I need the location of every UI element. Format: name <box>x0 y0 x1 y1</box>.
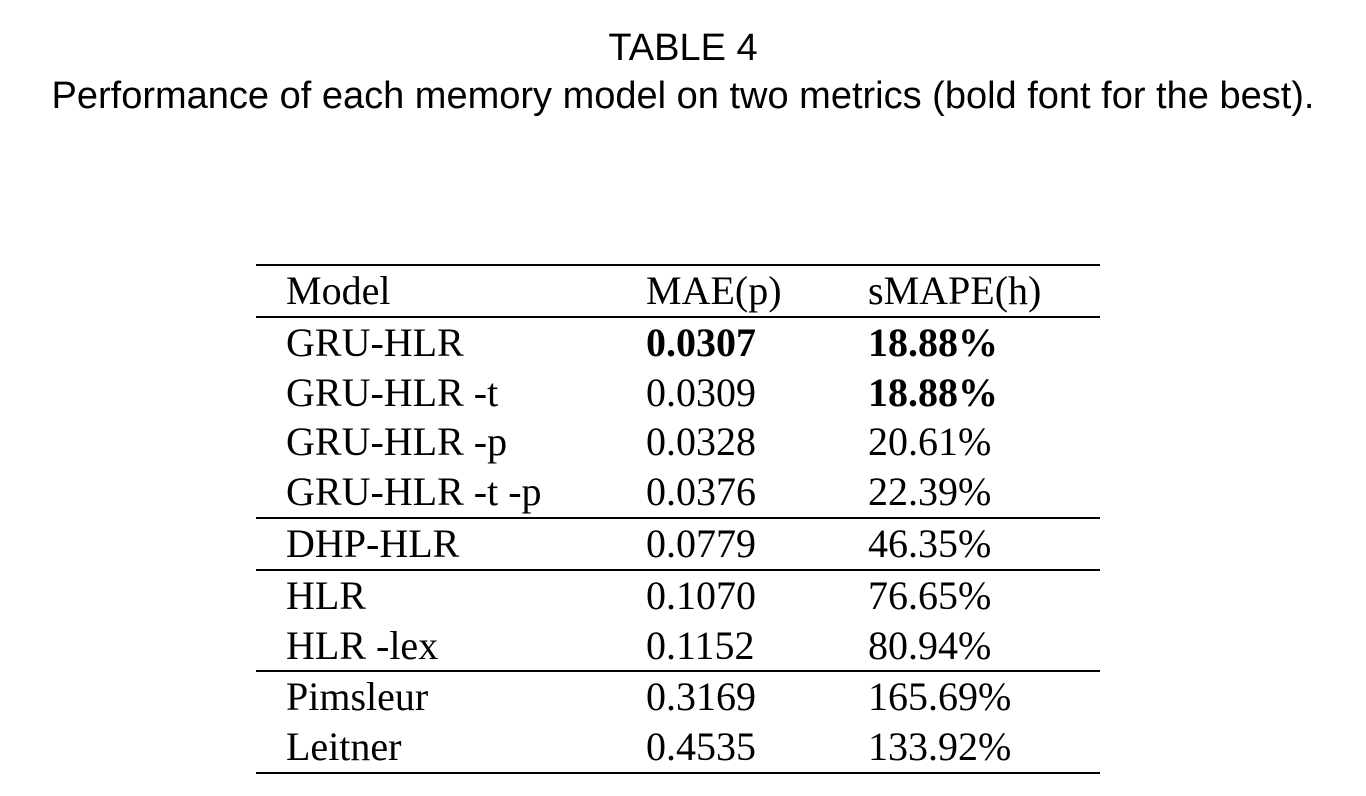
cell-smape: 133.92% <box>868 724 1012 770</box>
table-row <box>256 722 1100 773</box>
header-mae: MAE(p) <box>646 268 782 313</box>
cell-smape: 46.35% <box>868 520 992 566</box>
table-row <box>256 467 1100 518</box>
table-row <box>256 671 1100 722</box>
cell-smape: 18.88% <box>868 369 998 415</box>
table-row <box>256 417 1100 467</box>
cell-model: GRU-HLR -p <box>286 419 508 465</box>
cell-mae: 0.1152 <box>646 622 755 668</box>
table-row <box>256 621 1100 672</box>
cell-model: Pimsleur <box>286 674 429 720</box>
cell-mae: 0.0309 <box>646 369 756 415</box>
cell-mae: 0.0307 <box>646 319 756 365</box>
caption-text: Performance of each memory model on two metrics (bold font for the best). <box>51 75 1315 117</box>
cell-mae: 0.1070 <box>646 572 756 618</box>
cell-smape: 80.94% <box>868 622 992 668</box>
cell-mae: 0.0779 <box>646 520 756 566</box>
header-row <box>256 265 1100 317</box>
table-caption <box>0 24 1366 120</box>
table-row <box>256 317 1100 368</box>
cell-model: HLR -lex <box>286 622 439 668</box>
cell-model: GRU-HLR <box>286 319 464 365</box>
header-model: Model <box>286 268 391 313</box>
table-label: TABLE 4 <box>608 27 758 69</box>
results-table-container <box>256 264 1100 774</box>
table-header <box>256 265 1100 317</box>
results-table <box>256 264 1100 774</box>
cell-mae: 0.4535 <box>646 724 756 770</box>
cell-model: GRU-HLR -t -p <box>286 469 542 515</box>
cell-smape: 20.61% <box>868 419 992 465</box>
cell-model: GRU-HLR -t <box>286 369 499 415</box>
header-smape: sMAPE(h) <box>868 268 1042 313</box>
cell-smape: 22.39% <box>868 469 992 515</box>
cell-mae: 0.0328 <box>646 419 756 465</box>
cell-model: Leitner <box>286 724 402 770</box>
cell-model: HLR <box>286 572 366 618</box>
table-row <box>256 518 1100 570</box>
cell-model: DHP-HLR <box>286 520 460 566</box>
cell-smape: 76.65% <box>868 572 992 618</box>
cell-smape: 165.69% <box>868 674 1012 720</box>
table-row <box>256 368 1100 418</box>
cell-smape: 18.88% <box>868 319 998 365</box>
table-row <box>256 570 1100 621</box>
cell-mae: 0.3169 <box>646 674 756 720</box>
cell-mae: 0.0376 <box>646 469 756 515</box>
table-body <box>256 317 1100 773</box>
